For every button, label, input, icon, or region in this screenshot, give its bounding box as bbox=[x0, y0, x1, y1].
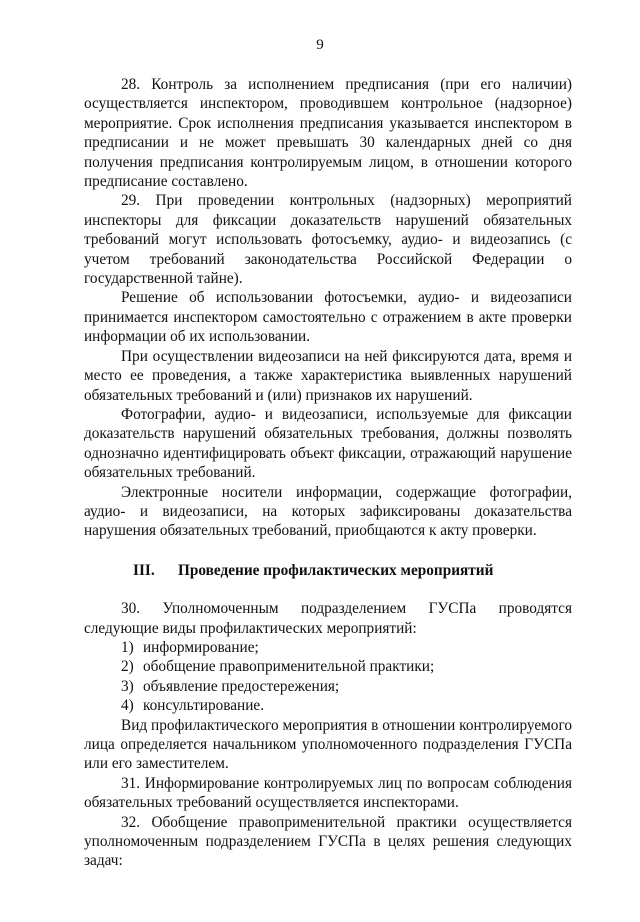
list-marker: 3) bbox=[121, 677, 134, 695]
section-heading bbox=[84, 551, 572, 599]
section-spacer bbox=[84, 541, 572, 551]
list-marker: 4) bbox=[121, 697, 134, 715]
list-item bbox=[84, 657, 572, 676]
paragraph-video-recording: При осуществлении видеозаписи на ней фиксируются дата, время и место ее проведения, а также характеристика выявленных нарушений обязательных требований и (или) признаков их нарушений. bbox=[84, 347, 572, 404]
list-item bbox=[84, 638, 572, 657]
list-item-text: информирование; bbox=[143, 638, 259, 656]
page-number: 9 bbox=[316, 37, 324, 53]
paragraph-32: 32. Обобщение правоприменительной практики осуществляется уполномоченным подразделением ГУСПа в целях решения следующих задач: bbox=[84, 813, 572, 870]
paragraph-photo-decision: Решение об использовании фотосъемки, аудио- и видеозаписи принимается инспектором самостоятельно с отражением в акте проверки информации об их использовании. bbox=[84, 289, 572, 346]
list-item-text: объявление предостережения; bbox=[143, 677, 340, 695]
paragraph-electronic-media: Электронные носители информации, содержащие фотографии, аудио- и видеозаписи, на которых зафиксированы доказательства нарушения обязательных требований, приобщаются к акту проверки. bbox=[84, 483, 572, 540]
list-item bbox=[84, 696, 572, 715]
list-marker: 2) bbox=[121, 658, 134, 676]
section-title: Проведение профилактических мероприятий bbox=[178, 561, 494, 579]
prevention-types-list bbox=[84, 638, 572, 716]
paragraph-photo-identification: Фотографии, аудио- и видеозаписи, используемые для фиксации доказательств нарушений обязательных требования, должны позволять однозначно идентифицировать объект фиксации, отражающий нарушение обязательных требований. bbox=[84, 405, 572, 482]
document-body bbox=[84, 75, 572, 871]
section-number: III. bbox=[133, 561, 155, 579]
list-item-text: обобщение правоприменительной практики; bbox=[143, 658, 435, 676]
paragraph-28: 28. Контроль за исполнением предписания (при его наличии) осуществляется инспектором, проводившем контрольное (надзорное) мероприятие. Срок исполнения предписания указывается инспектором в предписании и не может превышать 30 календарных дней со дня получения предписания контролируемым лицом, в отношении которого предписание составлено. bbox=[84, 76, 572, 191]
paragraph-prevention-type: Вид профилактического мероприятия в отношении контролируемого лица определяется начальником уполномоченного подразделения ГУСПа или его заместителем. bbox=[84, 716, 572, 773]
paragraph-29: 29. При проведении контрольных (надзорных) мероприятий инспекторы для фиксации доказательств нарушений обязательных требований могут использовать фотосъемку, аудио- и видеозапись (с учетом требований законодательства Российской Федерации о государственной тайне). bbox=[84, 192, 572, 288]
list-marker: 1) bbox=[121, 638, 134, 656]
list-item-text: консультирование. bbox=[143, 697, 265, 715]
list-item bbox=[84, 677, 572, 696]
paragraph-31: 31. Информирование контролируемых лиц по вопросам соблюдения обязательных требований осуществляется инспекторами. bbox=[84, 774, 572, 812]
paragraph-30: 30. Уполномоченным подразделением ГУСПа проводятся следующие виды профилактических мероприятий: bbox=[84, 600, 572, 637]
